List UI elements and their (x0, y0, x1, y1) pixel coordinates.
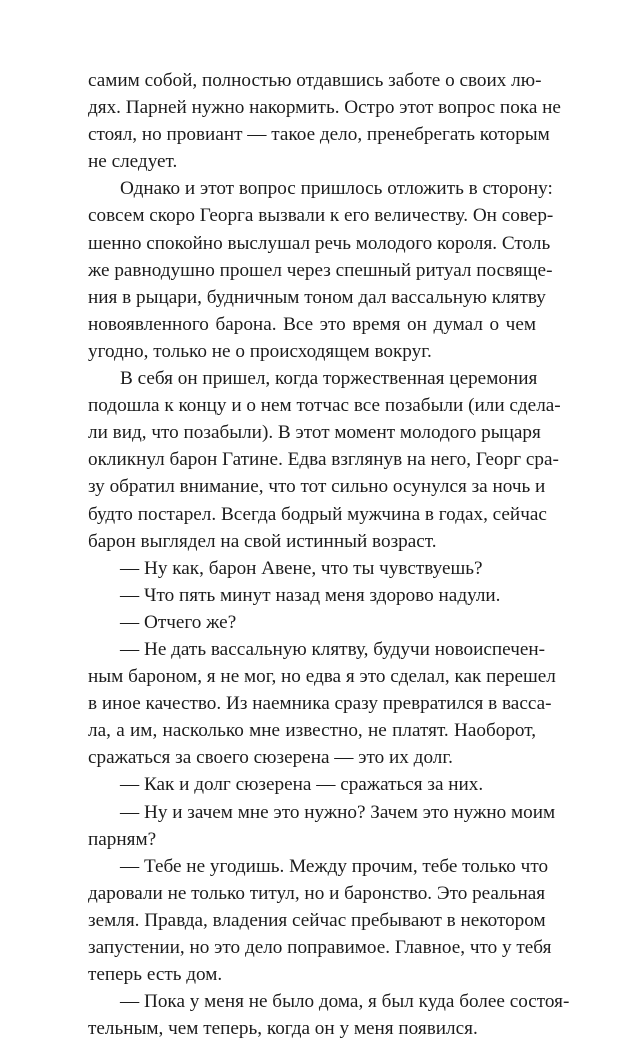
text-line: самим собой, полностью отдавшись заботе о своих лю- (88, 70, 542, 91)
text-line: же равнодушно прошел через спешный ритуал посвяще- (88, 259, 553, 281)
text-line: — Отчего же? (120, 611, 237, 633)
text-line: теперь есть дом. (88, 964, 223, 986)
text-line: сражаться за своего сюзерена — это их долг. (88, 747, 453, 769)
text-line: — Пока у меня не было дома, я был куда более состоя- (120, 991, 570, 1013)
text-line: ным бароном, я не мог, но едва я это сделал, как перешел (88, 666, 556, 688)
text-line: запустении, но это дело поправимое. Главное, что у тебя (88, 937, 552, 958)
text-line: — Ну и зачем мне это нужно? Зачем это нужно моим (120, 801, 556, 823)
text-line: — Тебе не угодишь. Между прочим, тебе только что (120, 855, 549, 877)
text-line: ли вид, что позабыли). В этот момент молодого рыцаря (88, 422, 541, 444)
text-line: окликнул барон Гатине. Едва взглянув на него, Георг сра- (88, 449, 559, 471)
text-line: совсем скоро Георга вызвали к его величеству. Он совер- (88, 205, 554, 227)
text-line: Однако и этот вопрос пришлось отложить в сторону: (120, 178, 553, 200)
book-page-text (88, 67, 570, 1042)
text-line: будто постарел. Всегда бодрый мужчина в годах, сейчас (88, 503, 547, 525)
text-line: стоял, но провиант — такое дело, пренебрегать которым (88, 124, 550, 146)
text-line: тельным, чем теперь, когда он у меня появился. (88, 1018, 478, 1040)
text-line: зу обратил внимание, что тот сильно осунулся за ночь и (88, 476, 546, 498)
text-line: В себя он пришел, когда торжественная церемония (120, 368, 538, 390)
text-line: подошла к концу и о нем тотчас все позабыли (или сдела- (88, 395, 561, 417)
text-line: не следует. (88, 151, 178, 173)
text-line: дях. Парней нужно накормить. Остро этот вопрос пока не (88, 97, 561, 119)
text-line: даровали не только титул, но и баронство. Это реальная (88, 882, 546, 904)
text-line: ла, а им, насколько мне известно, не платят. Наоборот, (88, 720, 536, 742)
text-line: шенно спокойно выслушал речь молодого короля. Столь (88, 232, 551, 254)
text-line: в иное качество. Из наемника сразу превратился в васса- (88, 693, 552, 715)
text-line: — Как и долг сюзерена — сражаться за них. (120, 774, 484, 796)
text-line: новоявленного барона. Все это время он думал о чем (88, 313, 536, 335)
text-line: — Ну как, барон Авене, что ты чувствуешь? (120, 557, 483, 579)
text-line: угодно, только не о происходящем вокруг. (88, 340, 432, 362)
text-line: парням? (88, 828, 157, 850)
text-line: барон выглядел на свой истинный возраст. (88, 530, 437, 552)
text-line: ния в рыцари, будничным тоном дал вассальную клятву (88, 286, 546, 308)
text-line: земля. Правда, владения сейчас пребывают в некотором (88, 909, 546, 931)
text-line: — Не дать вассальную клятву, будучи новоиспечен- (120, 638, 546, 660)
text-line: — Что пять минут назад меня здорово надули. (120, 584, 501, 606)
